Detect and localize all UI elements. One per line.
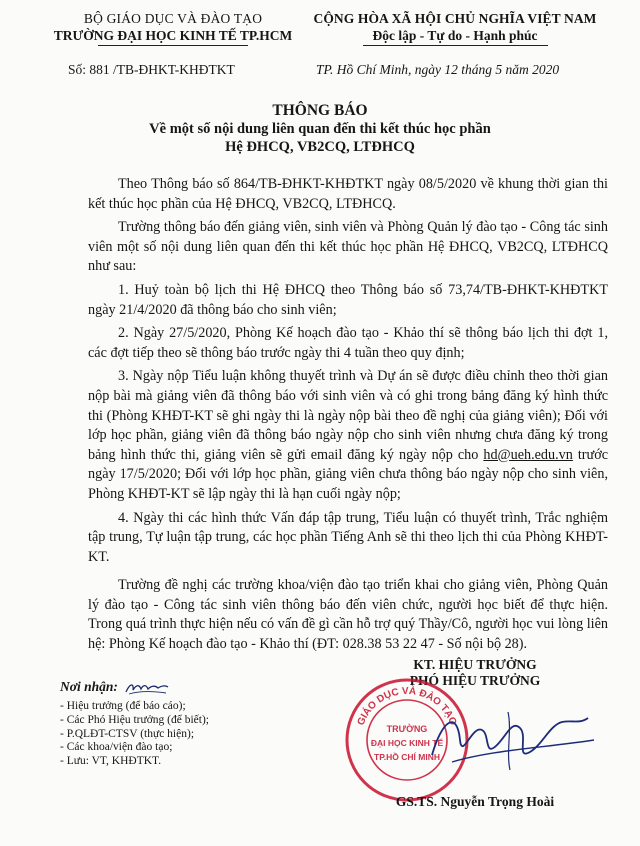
recipients-heading [60, 679, 290, 697]
item-3 [88, 367, 608, 504]
item-4: 4. Ngày thi các hình thức Vấn đáp tập trung, Tiểu luận có thuyết trình, Trắc nghiệm tập trung, Tự luận tập trung, các học phần Tiếng Anh sẽ thi theo lịch thi của Phòng KHĐT-KT. [88, 509, 608, 565]
document-number: Số: 881 /TB-ĐHKT-KHĐTKT [68, 62, 235, 77]
stamp-line-1: TRƯỜNG [386, 724, 428, 734]
header-right-rule [363, 45, 548, 46]
initial-signature-icon [124, 679, 170, 697]
handwritten-signature-icon [412, 700, 602, 780]
document-body [88, 175, 608, 659]
title-block [0, 101, 640, 156]
recipient-item: - Các khoa/viện đào tạo; [60, 741, 173, 754]
item-3-text-b: trước ngày 17/5/2020; Đối với lớp học phần, giảng viên chưa thông báo ngày nộp cho sinh viên, Phòng KHĐT-KT sẽ lập ngày thi là hạn cuối ngày nộp; [88, 446, 609, 502]
item-3-text-a: 3. Ngày nộp Tiểu luận không thuyết trình và Dự án sẽ được điều chỉnh theo thời gian nộp bài mà giảng viên đã thông báo với sinh viên và có ghi trong bảng đăng ký hình thức thi (Phòng KHĐT-KT sẽ ghi ngày thi là ngày nộp bài theo đề nghị của giảng viên); Đối với lớp học phần, giảng viên đã thông báo ngày nộp cho sinh viên nhưng chưa đăng ký trong bảng hình thức thi, giảng viên sẽ gửi email đăng ký ngày nộp cho [88, 368, 608, 463]
document-subtitle-1: Về một số nội dung liên quan đến thi kết thúc học phần [149, 121, 491, 137]
document-subtitle-2: Hệ ĐHCQ, VB2CQ, LTĐHCQ [225, 139, 415, 155]
document-title: THÔNG BÁO [272, 102, 368, 119]
republic-name: CỘNG HÒA XÃ HỘI CHỦ NGHĨA VIỆT NAM [313, 11, 597, 26]
recipient-item: - Hiệu trưởng (để báo cáo); [60, 700, 186, 712]
stamp-line-3: TP.HỒ CHÍ MINH [374, 752, 440, 762]
stamp-ring-text: GIÁO DỤC VÀ ĐÀO TẠO [355, 685, 459, 728]
place-date: TP. Hồ Chí Minh, ngày 12 tháng 5 năm 2020 [316, 62, 560, 77]
paragraph-closing: Trường đề nghị các trường khoa/viện đào tạo triển khai cho giảng viên, Phòng Quản lý đào tạo - Công tác sinh viên thông báo đến viên chức, người học biết để thực hiện. Trong quá trình thực hiện nếu có vấn đề gì cần hỗ trợ quý Thầy/Cô, người học vui lòng liên hệ: Phòng Kế hoạch đào tạo - Khảo thí (ĐT: 028.38 53 22 47 - Số nội bộ 28). [88, 577, 608, 653]
ministry-name: BỘ GIÁO DỤC VÀ ĐÀO TẠO [83, 11, 263, 26]
signature-title-1: KT. HIỆU TRƯỞNG [413, 657, 537, 672]
item-1: 1. Huỷ toàn bộ lịch thi Hệ ĐHCQ theo Thông báo số 73,74/TB-ĐHKT-KHĐTKT ngày 21/4/2020 đã thông báo cho sinh viên; [88, 281, 608, 318]
national-motto: Độc lập - Tự do - Hạnh phúc [372, 28, 538, 43]
header-left [48, 10, 298, 46]
recipient-item: - Các Phó Hiệu trưởng (để biết); [60, 713, 210, 726]
stamp-line-2: ĐẠI HỌC KINH TẾ [370, 738, 444, 748]
school-name: TRƯỜNG ĐẠI HỌC KINH TẾ TP.HCM [53, 28, 293, 43]
signature-title-2: PHÓ HIỆU TRƯỞNG [409, 673, 541, 688]
paragraph-intro: Trường thông báo đến giảng viên, sinh viên và Phòng Quản lý đào tạo - Công tác sinh viên một số nội dung liên quan đến thi kết thúc học phần Hệ ĐHCQ, VB2CQ, LTĐHCQ như sau: [88, 219, 608, 275]
header-left-rule [98, 45, 248, 46]
header-right [300, 10, 610, 46]
recipients-heading-text: Nơi nhận: [60, 679, 118, 695]
signer-name: GS.TS. Nguyễn Trọng Hoài [395, 794, 555, 809]
paragraph-reference: Theo Thông báo số 864/TB-ĐHKT-KHĐTKT ngày 08/5/2020 về khung thời gian thi kết thúc học phần của Hệ ĐHCQ, VB2CQ, LTĐHCQ. [88, 176, 608, 212]
item-2: 2. Ngày 27/5/2020, Phòng Kế hoạch đào tạo - Khảo thí sẽ thông báo lịch thi đợt 1, các đợt tiếp theo sẽ thông báo trước ngày thi 4 tuần theo quy định; [88, 325, 608, 361]
recipient-item: - P.QLĐT-CTSV (thực hiện); [60, 727, 195, 740]
recipients-block [60, 679, 290, 769]
recipient-item: - Lưu: VT, KHĐTKT. [60, 755, 162, 768]
email-link[interactable]: hd@ueh.edu.vn [483, 446, 573, 463]
